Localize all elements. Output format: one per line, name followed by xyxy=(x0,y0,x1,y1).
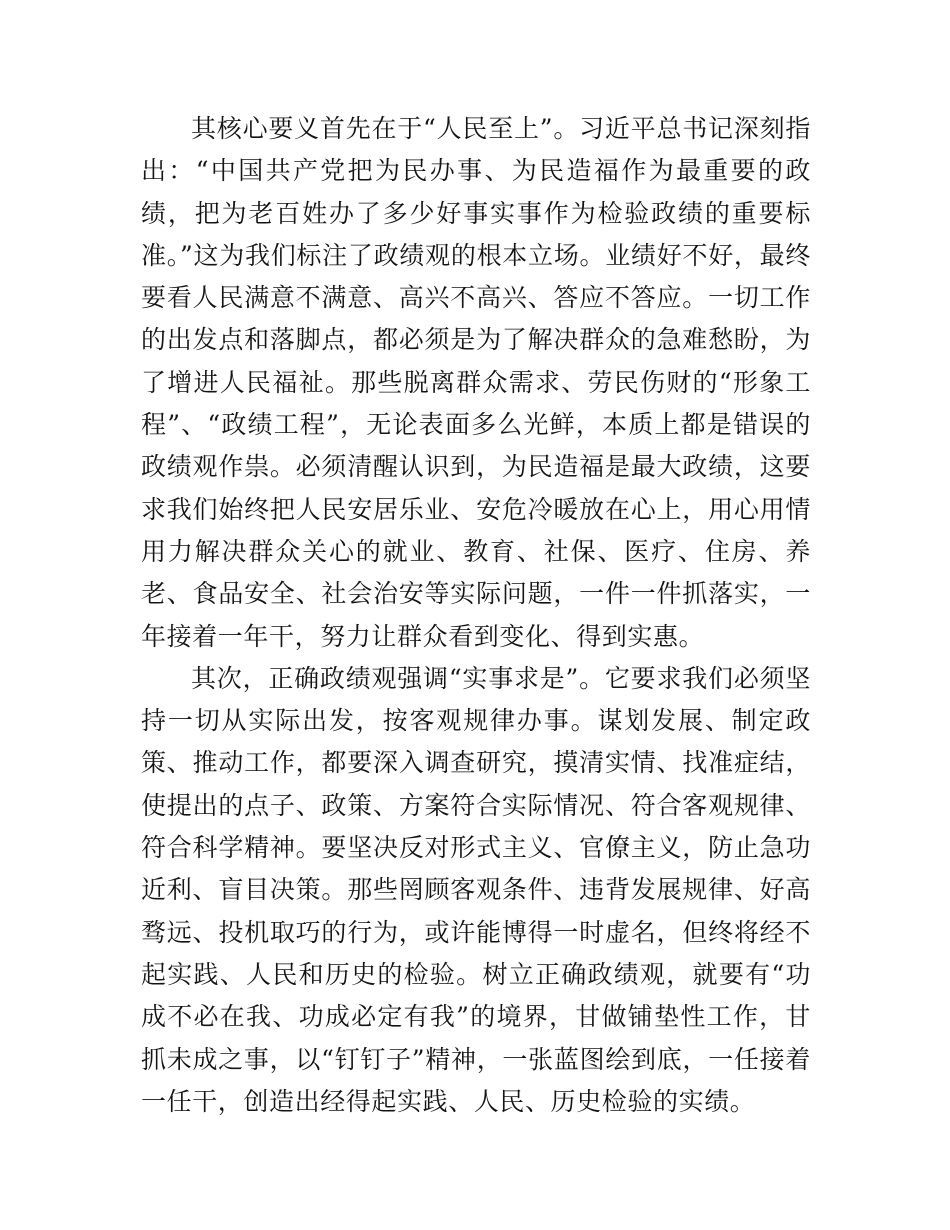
paragraph-people-first: 其核心要义首先在于“人民至上”。习近平总书记深刻指出：“中国共产党把为民办事、为民造福作为最重要的政绩，把为老百姓办了多少好事实事作为检验政绩的重要标准。”这为我们标注了政绩观的根本立场。业绩好不好，最终要看人民满意不满意、高兴不高兴、答应不答应。一切工作的出发点和落脚点，都必须是为了解决群众的急难愁盼，为了增进人民福祉。那些脱离群众需求、劳民伤财的“形象工程”、“政绩工程”，无论表面多么光鲜，本质上都是错误的政绩观作祟。必须清醒认识到，为民造福是最大政绩，这要求我们始终把人民安居乐业、安危冷暖放在心上，用心用情用力解决群众关心的就业、教育、社保、医疗、住房、养老、食品安全、社会治安等实际问题，一件一件抓落实，一年接着一年干，努力让群众看到变化、得到实惠。 xyxy=(141,114,811,651)
paragraph-seek-truth: 其次，正确政绩观强调“实事求是”。它要求我们必须坚持一切从实际出发，按客观规律办事。谋划发展、制定政策、推动工作，都要深入调查研究，摸清实情、找准症结，使提出的点子、政策、方案符合实际情况、符合客观规律、符合科学精神。要坚决反对形式主义、官僚主义，防止急功近利、盲目决策。那些罔顾客观条件、违背发展规律、好高骛远、投机取巧的行为，或许能博得一时虚名，但终将经不起实践、人民和历史的检验。树立正确政绩观，就要有“功成不必在我、功成必定有我”的境界，甘做铺垫性工作，甘抓未成之事，以“钉钉子”精神，一张蓝图绘到底，一任接着一任干，创造出经得起实践、人民、历史检验的实绩。 xyxy=(141,663,811,1116)
document-body xyxy=(141,108,811,1123)
